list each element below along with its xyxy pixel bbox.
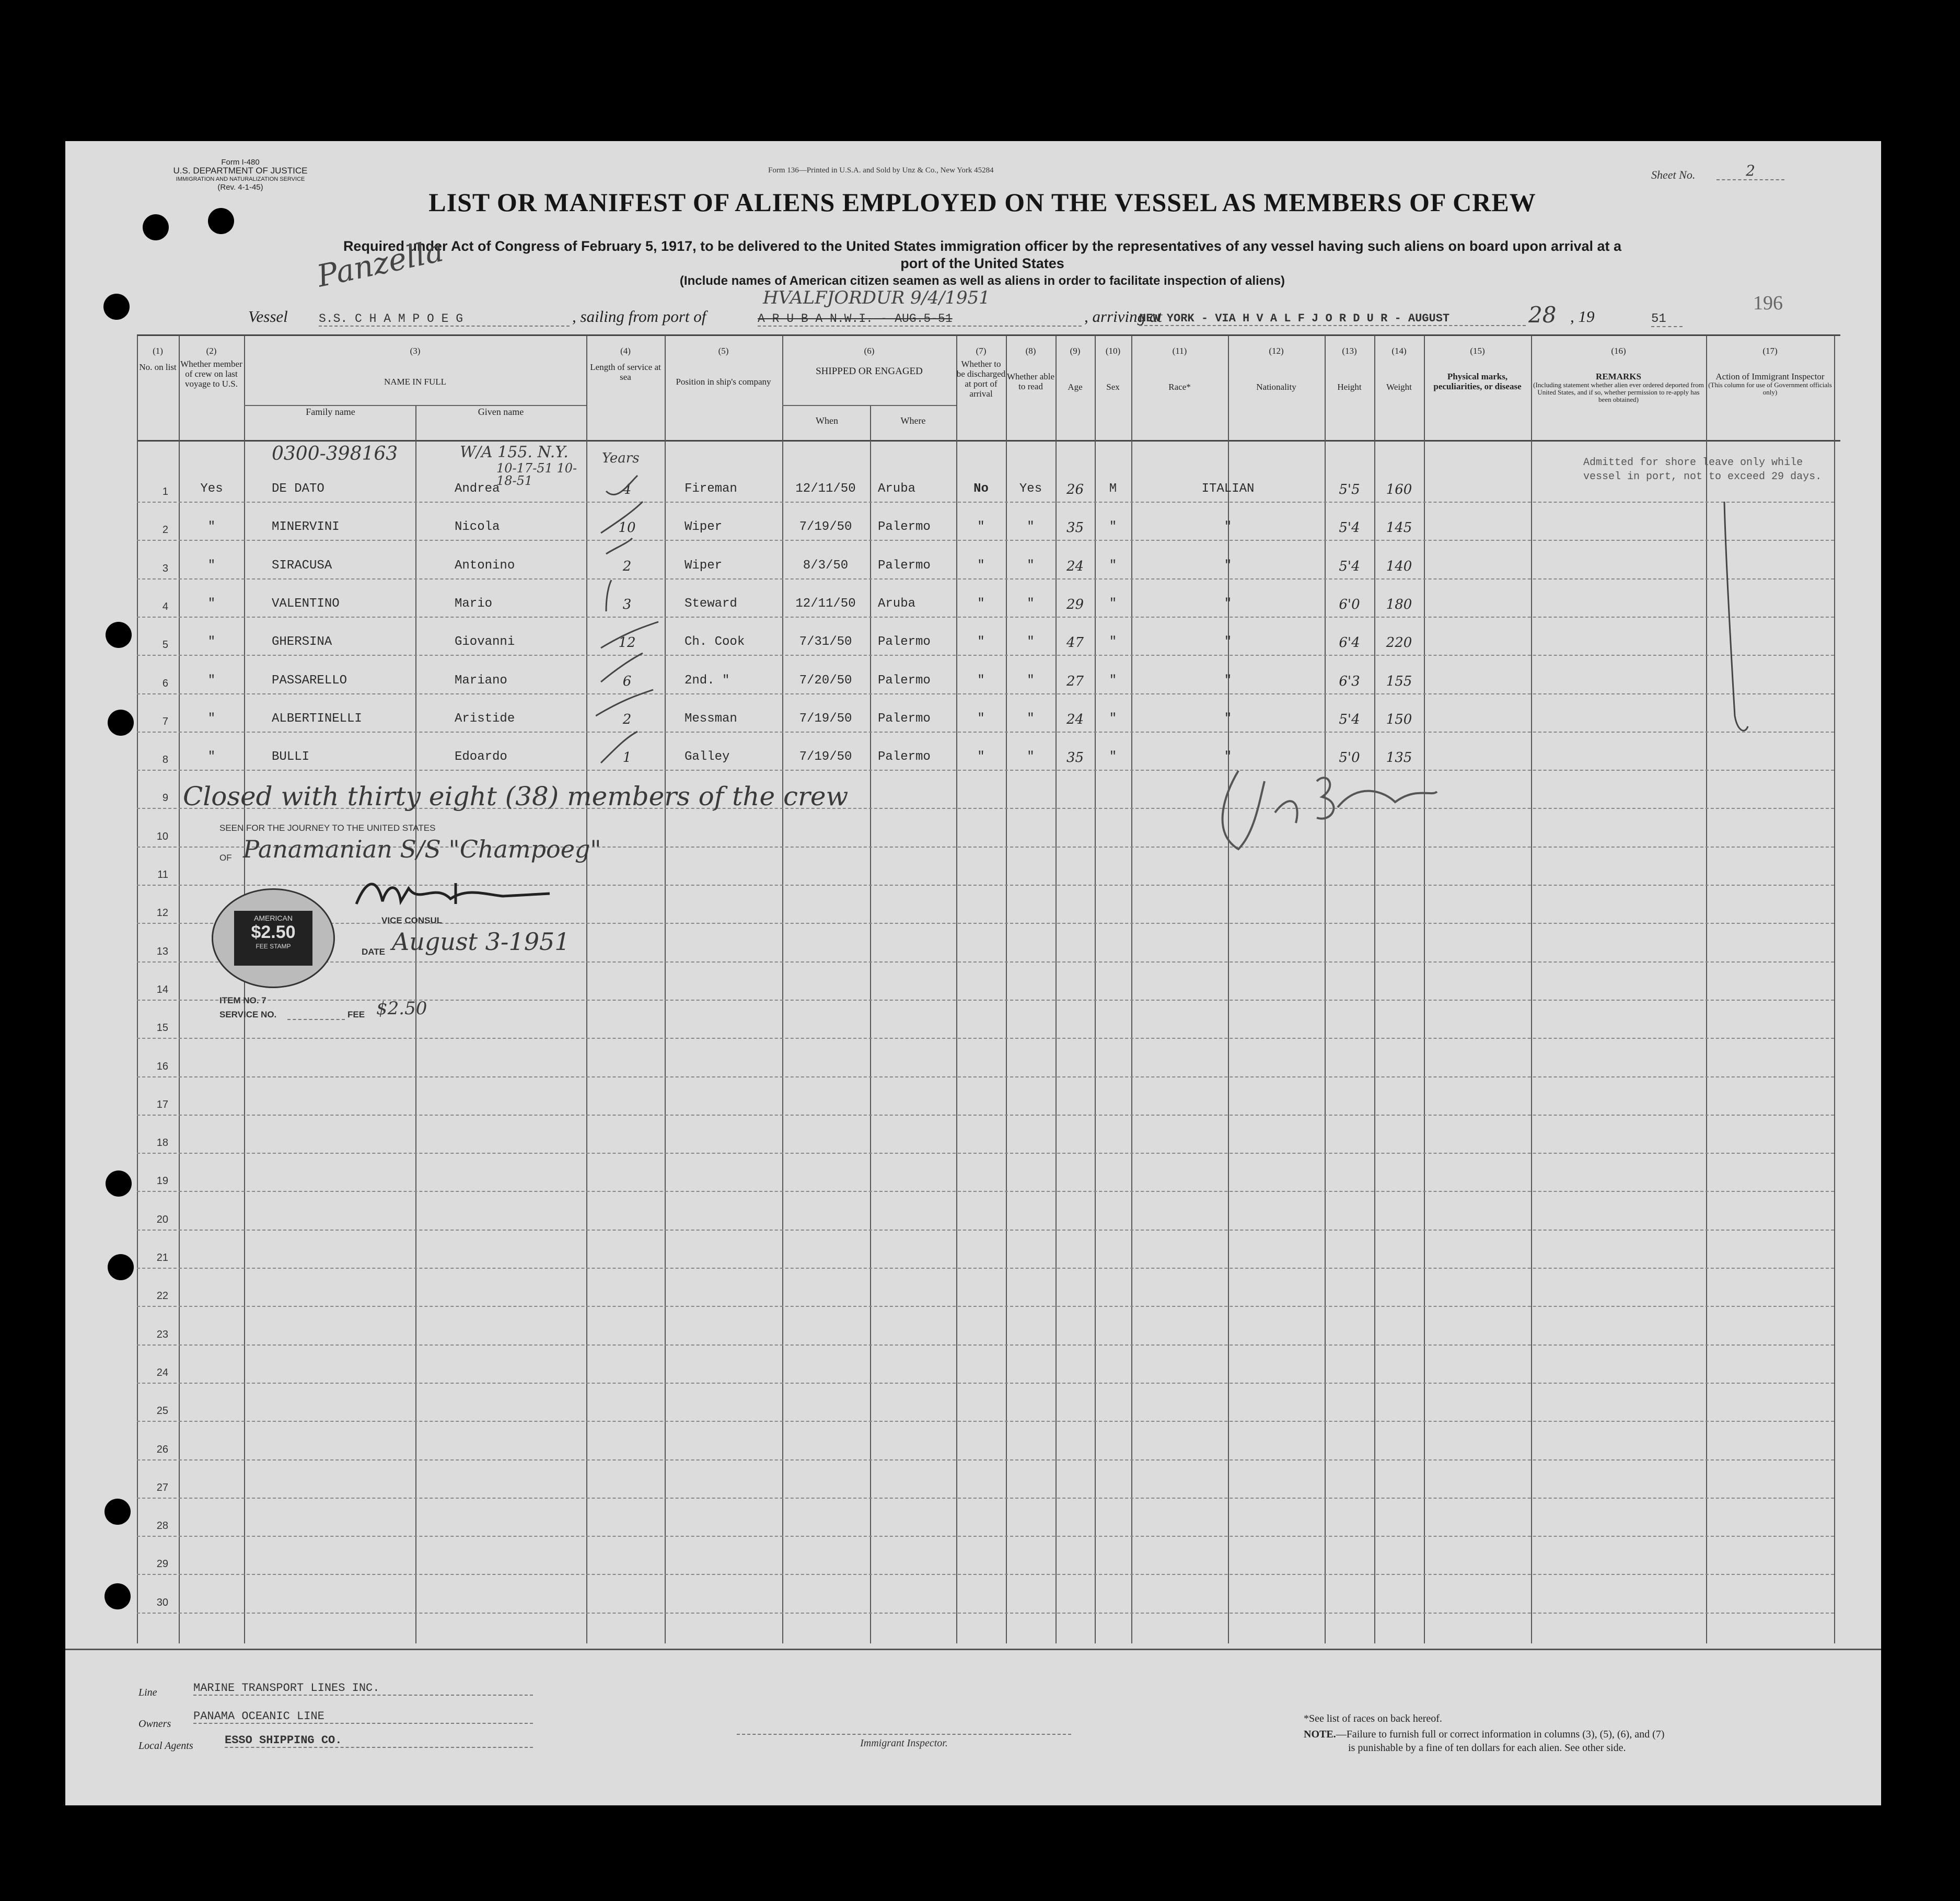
crew-family: DE DATO [272, 482, 324, 496]
crew-height: 5'4 [1339, 712, 1360, 727]
sheet-label: Sheet No. [1651, 168, 1696, 181]
row-rule [137, 1076, 1834, 1077]
sailing-port: A R U B A N.W.I. - AUG.5-51 [758, 312, 1082, 327]
crew-weight: 180 [1386, 597, 1412, 612]
punch-hole [106, 622, 132, 648]
row-number: 9 [162, 792, 168, 804]
crew-height: 6'4 [1339, 635, 1360, 651]
col-header-9: (9) Age [1068, 346, 1083, 392]
crew-disch: " [977, 520, 985, 534]
crew-where: Palermo [878, 750, 931, 764]
crew-when: 7/31/50 [799, 635, 852, 649]
row-number: 26 [156, 1444, 168, 1455]
row-number: 30 [156, 1597, 168, 1608]
column-rule [1834, 335, 1835, 1643]
col-header-7: (7) Whether to be discharged at port of arrival [956, 346, 1006, 399]
column-rule [586, 335, 587, 1643]
crew-given: Aristide [455, 712, 515, 726]
crew-read: " [1027, 597, 1035, 611]
crew-race: " [1224, 712, 1232, 726]
fee-stamp-value: $2.50 [251, 922, 296, 942]
crew-read: Yes [1019, 482, 1042, 496]
crew-height: 5'4 [1339, 520, 1360, 536]
crew-last: " [207, 750, 216, 764]
col-header-12: (12) Nationality [1256, 346, 1296, 392]
row-rule [137, 540, 1834, 541]
row-number: 17 [156, 1099, 168, 1110]
row-number: 16 [156, 1061, 168, 1072]
crew-sex: " [1109, 559, 1117, 573]
col-header-4: (4) Length of service at sea [590, 346, 661, 382]
crew-age: 27 [1066, 674, 1084, 689]
crew-service: 2 [622, 559, 632, 574]
col-header-14: (14) Weight [1386, 346, 1412, 392]
crew-family: ALBERTINELLI [272, 712, 362, 726]
line-value: MARINE TRANSPORT LINES INC. [193, 1682, 533, 1696]
row-number: 24 [156, 1367, 168, 1378]
revision: (Rev. 4-1-45) [217, 183, 263, 192]
crew-position: Galley [685, 750, 730, 764]
row-number: 13 [156, 946, 168, 957]
col-header-5: (5) Position in ship's company [676, 346, 771, 387]
service-name: IMMIGRATION AND NATURALIZATION SERVICE [176, 176, 305, 182]
crew-service: 3 [622, 597, 632, 612]
crew-age: 29 [1066, 597, 1084, 612]
crew-age: 35 [1066, 520, 1084, 536]
crew-given: Antonino [455, 559, 515, 573]
row-rule [137, 1268, 1834, 1269]
footer-divider [65, 1649, 1881, 1650]
crew-when: 7/20/50 [799, 674, 852, 688]
punch-hole [105, 1499, 131, 1525]
crew-height: 5'0 [1339, 750, 1360, 766]
crew-when: 7/19/50 [799, 750, 852, 764]
crew-service: 10 [618, 520, 636, 536]
crew-sex: " [1109, 597, 1117, 611]
table-header-border [137, 440, 1840, 442]
fee-stamp [234, 911, 312, 966]
crew-race: " [1224, 635, 1232, 649]
fine-note-2: is punishable by a fine of ten dollars for each alien. See other side. [1348, 1742, 1626, 1754]
crew-sex: " [1109, 635, 1117, 649]
col-header-11: (11) Race* [1168, 346, 1191, 392]
crew-last: " [207, 635, 216, 649]
crew-height: 6'0 [1339, 597, 1360, 612]
arriving-port: NEW YORK - VIA H V A L F J O R D U R - AUGUST [1139, 312, 1526, 326]
row-rule [137, 1383, 1834, 1384]
subheader-rule [244, 405, 586, 406]
row-number: 11 [157, 869, 168, 880]
crew-where: Palermo [878, 559, 931, 573]
row-number: 19 [156, 1175, 168, 1187]
row-rule [137, 502, 1834, 503]
crew-service: 2 [622, 712, 632, 727]
row-number: 20 [156, 1214, 168, 1225]
crew-sex: " [1109, 712, 1117, 726]
crew-weight: 145 [1386, 520, 1412, 536]
note-text: —Failure to furnish full or correct information in columns (3), (5), (6), and (7) [1336, 1729, 1665, 1740]
row-number: 14 [156, 984, 168, 995]
row-rule [137, 1038, 1834, 1039]
form-number: Form I-480 [221, 158, 260, 167]
crew-position: Fireman [685, 482, 737, 496]
column-rule [782, 335, 783, 1643]
row-number: 6 [162, 678, 168, 689]
row-number: 12 [156, 907, 168, 919]
row-rule [137, 1153, 1834, 1154]
crew-weight: 155 [1386, 674, 1412, 689]
row-number: 28 [156, 1520, 168, 1532]
crew-service: 1 [622, 750, 632, 766]
row-number: 4 [162, 601, 168, 612]
arrival-year: 51 [1651, 312, 1683, 327]
crew-when: 8/3/50 [803, 559, 849, 573]
page-title: LIST OR MANIFEST OF ALIENS EMPLOYED ON THE VESSEL AS MEMBERS OF CREW [428, 188, 1536, 217]
col-header-6: (6) SHIPPED OR ENGAGED [816, 346, 923, 377]
punch-hole [208, 208, 234, 234]
crew-disch: " [977, 750, 985, 764]
crew-when: 12/11/50 [795, 482, 856, 496]
crew-read: " [1027, 674, 1035, 688]
remarks-shore-leave: Admitted for shore leave only while vessel in port, not to exceed 29 days. [1583, 457, 1822, 483]
col-header-17: (17) Action of Immigrant Inspector (This column for use of Government officials only) [1708, 346, 1832, 396]
crew-read: " [1027, 750, 1035, 764]
row-rule [137, 961, 1834, 963]
row-number: 15 [156, 1022, 168, 1034]
item-label: ITEM NO. 7 [219, 995, 266, 1005]
date-label: DATE [362, 947, 386, 957]
crew-position: Wiper [685, 559, 723, 573]
column-rule [179, 335, 180, 1643]
row-rule [137, 1191, 1834, 1192]
inspector-signature [1207, 760, 1447, 860]
col-header-15: (15) Physical marks, peculiarities, or disease [1433, 346, 1522, 391]
row-number: 1 [162, 486, 168, 497]
vessel-name: S.S. C H A M P O E G [319, 312, 570, 327]
row-number: 18 [156, 1137, 168, 1149]
column-rule [137, 335, 138, 1643]
table-top-border [137, 334, 1840, 336]
line-label: Line [138, 1687, 157, 1698]
punch-hole [108, 1254, 134, 1280]
crew-race: " [1224, 597, 1232, 611]
wa-note: W/A 155. N.Y. [460, 443, 569, 461]
inspector-mark [1719, 496, 1750, 752]
crew-weight: 220 [1386, 635, 1412, 651]
owners-value: PANAMA OCEANIC LINE [193, 1710, 533, 1724]
fee-stamp-bottom: FEE STAMP [256, 943, 291, 950]
owners-label: Owners [138, 1718, 171, 1730]
column-rule [1131, 335, 1132, 1643]
row-rule [137, 770, 1834, 771]
fine-note [1304, 1729, 1664, 1741]
crew-family: PASSARELLO [272, 674, 347, 688]
crew-last: Yes [200, 482, 223, 496]
crew-family: SIRACUSA [272, 559, 332, 573]
crew-read: " [1027, 520, 1035, 534]
crew-where: Aruba [878, 482, 916, 496]
crew-family: BULLI [272, 750, 310, 764]
crew-given: Mario [455, 597, 493, 611]
crew-given: Giovanni [455, 635, 515, 649]
seen-label: SEEN FOR THE JOURNEY TO THE UNITED STATES [219, 823, 436, 833]
subtitle-line3: (Include names of American citizen seamen as well as aliens in order to facilitate inspection of aliens) [679, 274, 1285, 288]
service-checkmarks [596, 470, 669, 773]
crew-race: " [1224, 520, 1232, 534]
crew-age: 24 [1066, 712, 1084, 727]
subtitle-line1: Required under Act of Congress of February 5, 1917, to be delivered to the United States immigration officer by the representatives of any vessel having such aliens on board upon arrival at a [343, 238, 1622, 254]
of-label: OF [219, 853, 232, 863]
crew-last: " [207, 520, 216, 534]
column-rule [1531, 335, 1532, 1643]
row-rule [137, 1498, 1834, 1499]
crew-age: 26 [1066, 482, 1084, 497]
crew-where: Aruba [878, 597, 916, 611]
crew-read: " [1027, 635, 1035, 649]
crew-weight: 160 [1386, 482, 1412, 497]
row-rule [137, 655, 1834, 656]
row-number: 2 [162, 524, 168, 536]
department: U.S. DEPARTMENT OF JUSTICE [173, 166, 308, 176]
service-field [287, 1019, 345, 1020]
crew-age: 24 [1066, 559, 1084, 574]
fee-stamp-top: AMERICAN [254, 914, 293, 922]
sheet-number: 2 [1717, 162, 1784, 180]
crew-weight: 140 [1386, 559, 1412, 574]
crew-given: Edoardo [455, 750, 507, 764]
punch-hole [106, 1170, 132, 1197]
row-number: 5 [162, 639, 168, 651]
crew-weight: 150 [1386, 712, 1412, 727]
column-rule [1424, 335, 1425, 1643]
handwritten-port: HVALFJORDUR 9/4/1951 [763, 287, 990, 308]
crew-service: 6 [622, 674, 632, 689]
row-rule [137, 1306, 1834, 1307]
crew-read: " [1027, 559, 1035, 573]
crew-given: Nicola [455, 520, 500, 534]
crew-age: 35 [1066, 750, 1084, 766]
year-label: , 19 [1570, 307, 1595, 326]
service-label: SERVICE NO. [219, 1010, 277, 1019]
row-rule [137, 732, 1834, 733]
crew-sex: " [1109, 674, 1117, 688]
closed-note: Closed with thirty eight (38) members of the crew [183, 781, 849, 812]
col-header-8: (8) Whether able to read [1006, 346, 1055, 391]
row-rule [137, 1115, 1834, 1116]
subtitle-line2: port of the United States [900, 256, 1064, 271]
crew-when: 12/11/50 [795, 597, 856, 611]
crew-sex: M [1109, 482, 1117, 496]
years-note: Years [602, 450, 640, 466]
column-rule [1706, 335, 1707, 1643]
vessel-of-value: Panamanian S/S "Champoeg" [243, 835, 601, 863]
row-rule [137, 1344, 1834, 1346]
family-name-header: Family name [306, 407, 355, 417]
row-number: 23 [156, 1329, 168, 1340]
crew-position: Ch. Cook [685, 635, 745, 649]
inspector-label: Immigrant Inspector. [860, 1737, 948, 1749]
column-rule [244, 335, 245, 1643]
crew-height: 5'5 [1339, 482, 1360, 497]
crew-sex: " [1109, 520, 1117, 534]
crew-position: 2nd. " [685, 674, 730, 688]
row-number: 7 [162, 716, 168, 727]
crew-service: 12 [618, 635, 636, 651]
row-rule [137, 1230, 1834, 1231]
agents-value: ESSO SHIPPING CO. [225, 1734, 533, 1748]
row-number: 10 [156, 831, 168, 842]
file-number: 0300-398163 [272, 443, 398, 465]
fee-value: $2.50 [376, 998, 427, 1019]
crew-disch: " [977, 635, 985, 649]
crew-where: Palermo [878, 674, 931, 688]
row-number: 3 [162, 563, 168, 574]
row-number: 25 [156, 1405, 168, 1417]
punch-hole [143, 214, 169, 240]
crew-disch: " [977, 597, 985, 611]
crew-last: " [207, 674, 216, 688]
crew-disch: " [977, 559, 985, 573]
punch-hole [108, 710, 134, 736]
row-rule [137, 1574, 1834, 1575]
date-notes: 10-17-51 10-18-51 [496, 461, 577, 488]
row-number: 29 [156, 1558, 168, 1570]
column-rule [870, 405, 871, 1643]
where-header: Where [900, 415, 926, 426]
row-number: 21 [156, 1252, 168, 1264]
crew-family: GHERSINA [272, 635, 332, 649]
crew-disch: " [977, 712, 985, 726]
consul-date: August 3-1951 [392, 928, 570, 956]
fee-label: FEE [347, 1010, 365, 1019]
crew-height: 6'3 [1339, 674, 1360, 689]
row-rule [137, 1613, 1834, 1614]
row-number: 8 [162, 754, 168, 766]
when-header: When [816, 415, 838, 426]
crew-where: Palermo [878, 712, 931, 726]
punch-hole [103, 294, 130, 320]
crew-last: " [207, 597, 216, 611]
row-number: 27 [156, 1482, 168, 1493]
crew-service: 4 [622, 482, 632, 497]
col-header-2: (2) Whether member of crew on last voyage to U.S. [180, 346, 242, 389]
crew-height: 5'4 [1339, 559, 1360, 574]
crew-race: " [1224, 674, 1232, 688]
col-header-13: (13) Height [1337, 346, 1362, 392]
crew-given: Mariano [455, 674, 507, 688]
row-rule [137, 578, 1834, 579]
consul-signature [351, 873, 560, 914]
crew-race: " [1224, 750, 1232, 764]
handwritten-name: Panzella [314, 233, 447, 294]
crew-family: VALENTINO [272, 597, 340, 611]
row-rule [137, 1536, 1834, 1537]
note-label: NOTE. [1304, 1729, 1336, 1740]
inspector-field [737, 1734, 1071, 1735]
crew-when: 7/19/50 [799, 520, 852, 534]
crew-given: Andrea [455, 482, 500, 496]
printer-line: Form 136—Printed in U.S.A. and Sold by Unz & Co., New York 45284 [768, 166, 994, 175]
crew-race: " [1224, 559, 1232, 573]
column-rule [415, 405, 416, 1643]
crew-last: " [207, 712, 216, 726]
crew-position: Messman [685, 712, 737, 726]
vessel-label: Vessel [248, 307, 288, 326]
crew-when: 7/19/50 [799, 712, 852, 726]
crew-age: 47 [1066, 635, 1084, 651]
row-rule [137, 617, 1834, 618]
row-rule [137, 1459, 1834, 1460]
crew-family: MINERVINI [272, 520, 340, 534]
row-rule [137, 693, 1834, 694]
races-note: *See list of races on back hereof. [1304, 1713, 1442, 1724]
crew-position: Wiper [685, 520, 723, 534]
stamp-number: 196 [1753, 292, 1783, 314]
crew-disch: " [977, 674, 985, 688]
crew-weight: 135 [1386, 750, 1412, 766]
col-header-1: (1) No. on list [139, 346, 177, 372]
agents-label: Local Agents [138, 1740, 193, 1752]
given-name-header: Given name [478, 407, 524, 417]
subheader-rule [782, 405, 956, 406]
crew-position: Steward [685, 597, 737, 611]
col-header-10: (10) Sex [1105, 346, 1121, 392]
crew-where: Palermo [878, 635, 931, 649]
arriving-label: , arriving at [1084, 307, 1162, 326]
punch-hole [105, 1583, 131, 1609]
row-number: 22 [156, 1290, 168, 1302]
sailing-label: , sailing from port of [572, 307, 706, 326]
crew-last: " [207, 559, 216, 573]
crew-where: Palermo [878, 520, 931, 534]
crew-read: " [1027, 712, 1035, 726]
row-rule [137, 1421, 1834, 1422]
crew-disch: No [973, 482, 989, 496]
crew-sex: " [1109, 750, 1117, 764]
fee-stamp-seal [212, 888, 335, 988]
col-header-3: (3) NAME IN FULL [384, 346, 446, 387]
col-header-16: (16) REMARKS (Including statement whether alien ever ordered deported from United States, and if so, whether permission to re-apply has been obtained) [1533, 346, 1704, 403]
vice-consul-label: VICE CONSUL [381, 915, 443, 925]
crew-race: ITALIAN [1201, 482, 1255, 496]
arrival-day: 28 [1528, 302, 1557, 328]
